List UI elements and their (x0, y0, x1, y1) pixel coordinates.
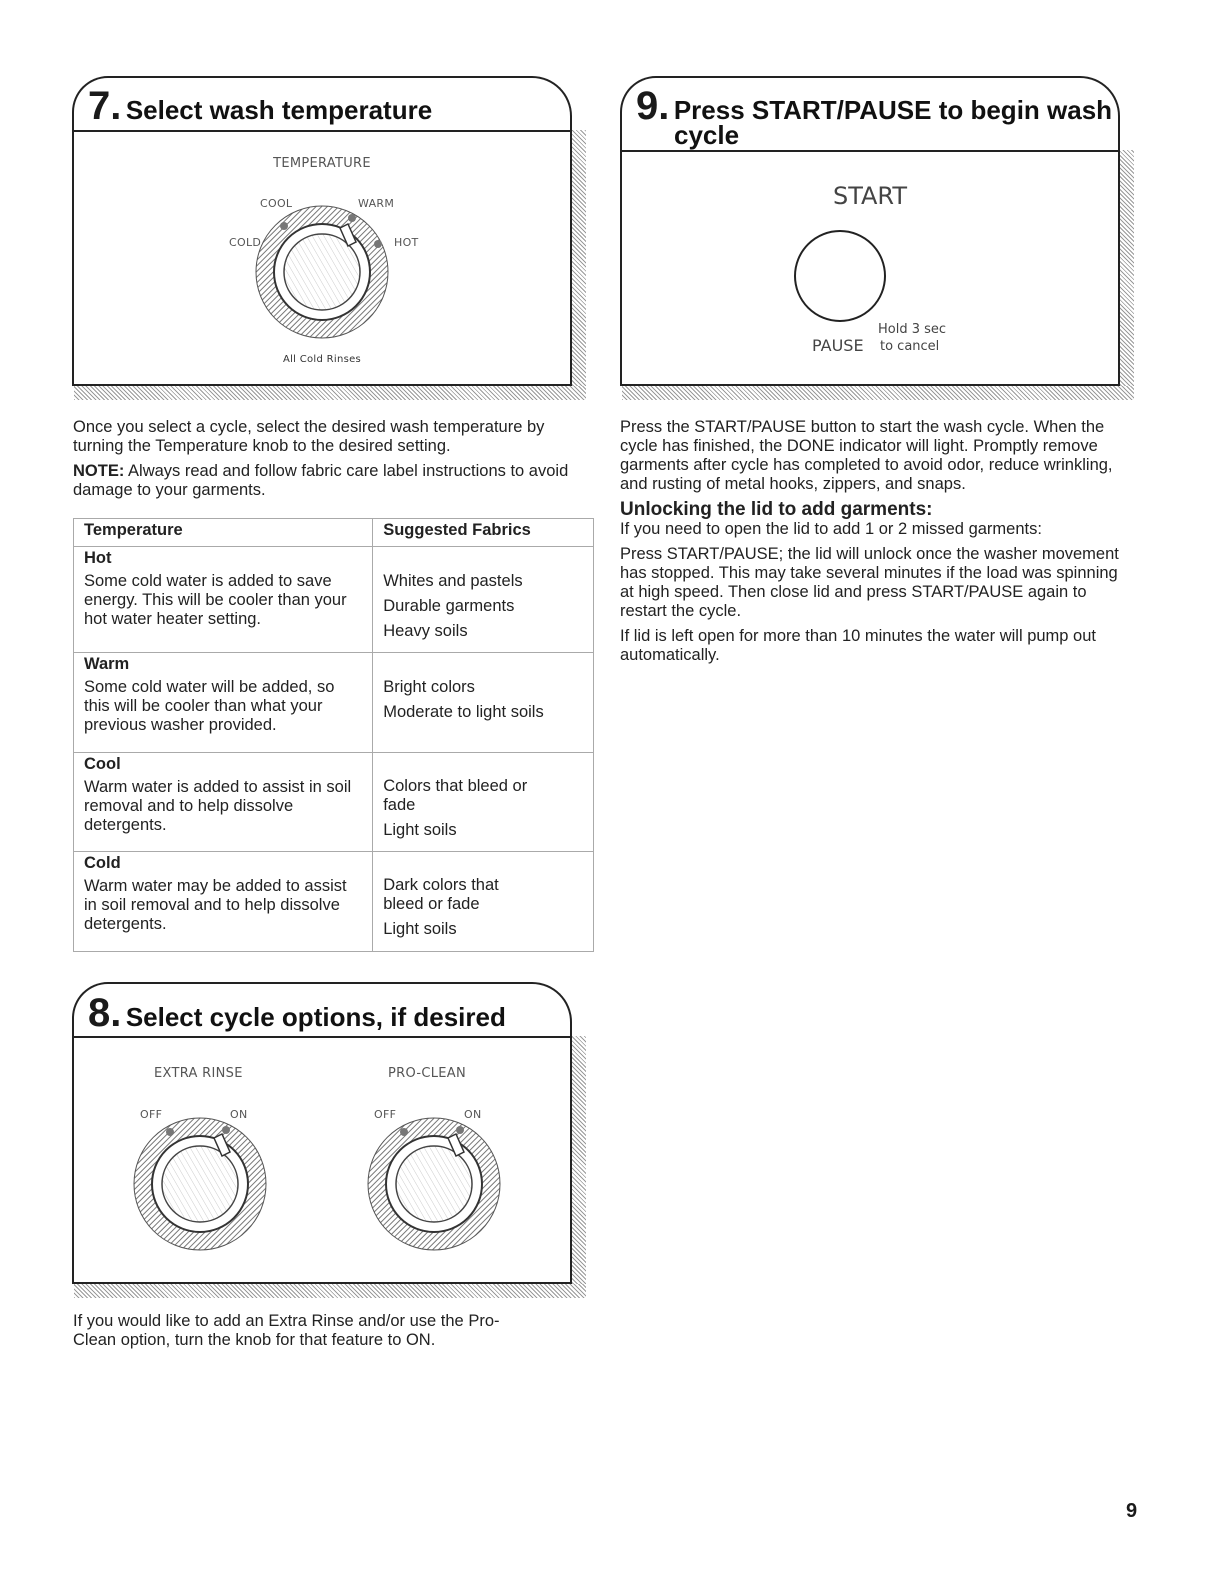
unlocking-subhead: Unlocking the lid to add garments: (620, 499, 933, 520)
fabric-item: Dark colors that bleed or fade (383, 876, 499, 913)
temperature-dial-title: TEMPERATURE (273, 156, 371, 171)
note-label: NOTE: (73, 462, 125, 480)
step9-description (620, 418, 1120, 671)
pro-clean-on-label: ON (464, 1108, 482, 1121)
fabric-item: Whites and pastels (383, 572, 523, 590)
temp-desc: Some cold water will be added, so this will be cooler than what your previous washer provided. (84, 678, 335, 734)
page-number: 9 (1126, 1500, 1138, 1522)
step8-number: 8. (88, 991, 122, 1035)
step7-title: Select wash temperature (125, 95, 433, 125)
start-label: START (832, 182, 908, 210)
fabric-item: Durable garments (383, 597, 515, 615)
extra-rinse-knob-icon[interactable] (130, 1114, 270, 1254)
pro-clean-title: PRO-CLEAN (388, 1066, 467, 1081)
cancel-label: to cancel (880, 339, 940, 354)
table-header-row (74, 519, 594, 547)
fabric-item: Light soils (383, 920, 457, 938)
temp-name: Cold (84, 854, 121, 872)
start-pause-button-icon[interactable] (790, 226, 890, 326)
step7-note (73, 462, 573, 500)
pause-label: PAUSE (812, 336, 864, 355)
step7-control-panel (72, 130, 572, 386)
table-header-temperature: Temperature (74, 519, 373, 547)
step9-paragraph-1: Press the START/PAUSE button to start the wash cycle. When the cycle has finished, the DONE indicator will light. Promptly remove garments after cycle has completed to avoid odor, reduce wrinkling, and rusting of metal hooks, zippers, and snaps. (620, 418, 1113, 493)
step7-paragraph: Once you select a cycle, select the desired wash temperature by turning the Temperature knob to the desired setting. (73, 418, 545, 455)
all-cold-rinses-label: All Cold Rinses (282, 354, 362, 365)
pro-clean-off-label: OFF (374, 1108, 397, 1121)
fabric-item: Light soils (383, 821, 457, 839)
step8-title: Select cycle options, if desired (125, 1002, 506, 1032)
step8-control-panel (72, 1036, 572, 1284)
table-row (74, 753, 594, 852)
step7-heading (88, 84, 432, 129)
extra-rinse-off-label: OFF (140, 1108, 163, 1121)
step9-paragraph-4: If lid is left open for more than 10 minutes the water will pump out automatically. (620, 627, 1096, 664)
step8-heading (88, 991, 506, 1036)
table-header-fabrics: Suggested Fabrics (373, 519, 594, 547)
extra-rinse-title: EXTRA RINSE (154, 1066, 243, 1081)
temperature-knob-icon[interactable] (252, 202, 392, 342)
temp-name: Hot (84, 549, 112, 567)
note-text: Always read and follow fabric care label instructions to avoid damage to your garments. (73, 462, 569, 499)
pro-clean-knob-icon[interactable] (364, 1114, 504, 1254)
temp-desc: Some cold water is added to save energy. This will be cooler than your hot water heater setting. (84, 572, 347, 628)
dial-label-hot: HOT (394, 236, 419, 249)
step9-title-line1: Press START/PAUSE to begin wash (673, 95, 1113, 125)
temp-desc: Warm water is added to assist in soil removal and to help dissolve detergents. (84, 778, 352, 834)
step7-number: 7. (88, 84, 122, 128)
table-row (74, 653, 594, 753)
dial-label-warm: WARM (358, 197, 395, 210)
fabric-item: Heavy soils (383, 622, 468, 640)
hold-label: Hold 3 sec (878, 322, 947, 337)
step9-paragraph-2: If you need to open the lid to add 1 or 2 missed garments: (620, 520, 1042, 538)
extra-rinse-on-label: ON (230, 1108, 248, 1121)
step9-title-line2: cycle (674, 120, 740, 150)
step7-description (73, 418, 573, 506)
temp-name: Cool (84, 755, 121, 773)
step9-control-panel (620, 150, 1120, 386)
step8-paragraph: If you would like to add an Extra Rinse and/or use the Pro-Clean option, turn the knob for that feature to ON. (73, 1312, 500, 1349)
dial-label-cold: COLD (229, 236, 262, 249)
temp-desc: Warm water may be added to assist in soil removal and to help dissolve detergents. (84, 877, 347, 933)
fabric-item: Colors that bleed or fade (383, 777, 528, 814)
table-row (74, 547, 594, 653)
fabric-item: Bright colors (383, 678, 475, 696)
step9-number: 9. (636, 84, 670, 128)
temp-name: Warm (84, 655, 130, 673)
fabric-item: Moderate to light soils (383, 703, 544, 721)
dial-label-cool: COOL (260, 197, 293, 210)
table-row (74, 852, 594, 952)
step9-paragraph-3: Press START/PAUSE; the lid will unlock once the washer movement has stopped. This may take several minutes if the load was spinning at high speed. Then close lid and press START/PAUSE again to restart the cycle. (620, 545, 1119, 620)
temperature-table (73, 518, 594, 952)
